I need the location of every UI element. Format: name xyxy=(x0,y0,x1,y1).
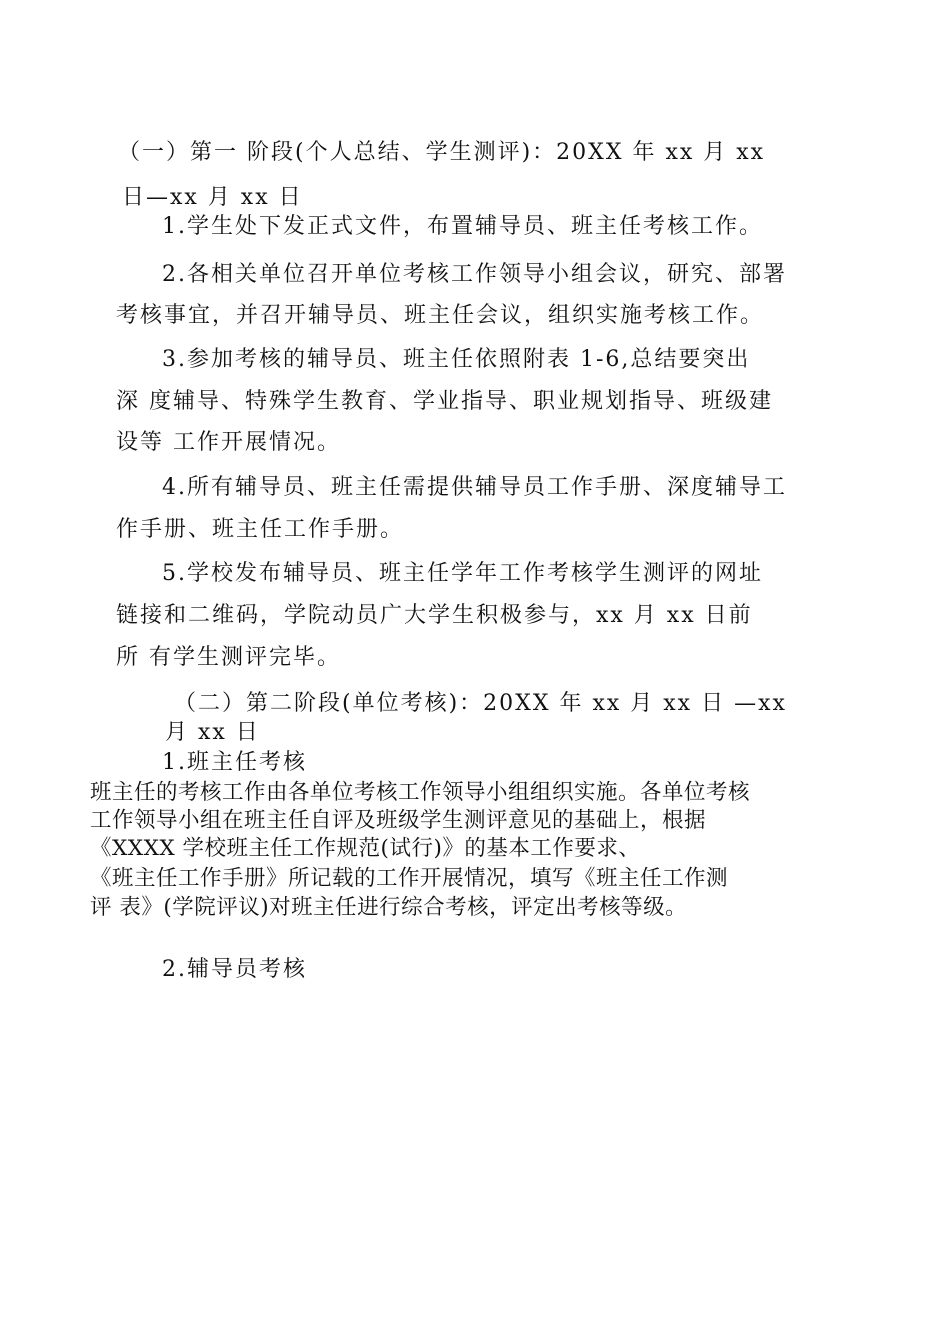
section2-sub1-body-line5: 评 表》(学院评议)对班主任进行综合考核，评定出考核等级。 xyxy=(90,895,688,920)
section2-sub2-title: 2.辅导员考核 xyxy=(162,957,307,982)
section1-item-4-line1: 4.所有辅导员、班主任需提供辅导员工作手册、深度辅导工 xyxy=(162,475,787,500)
section1-heading-line2: 日—xx 月 xx 日 xyxy=(122,185,303,210)
section2-sub1-body-line3: 《XXXX 学校班主任工作规范(试行)》的基本工作要求、 xyxy=(90,836,641,861)
section1-item-5-line1: 5.学校发布辅导员、班主任学年工作考核学生测评的网址 xyxy=(162,561,763,586)
section2-heading-line1: （二）第二阶段(单位考核)：20XX 年 xx 月 xx 日 —xx xyxy=(174,691,787,716)
section2-sub1-title: 1.班主任考核 xyxy=(162,750,307,775)
section1-item-3-line1: 3.参加考核的辅导员、班主任依照附表 1-6,总结要突出 xyxy=(162,347,751,372)
section2-heading-line2: 月 xx 日 xyxy=(165,720,260,745)
section1-item-4-line2: 作手册、班主任工作手册。 xyxy=(116,517,405,542)
section2-sub1-body-line4: 《班主任工作手册》所记载的工作开展情况，填写《班主任工作测 xyxy=(90,866,729,891)
section1-item-2-line1: 2.各相关单位召开单位考核工作领导小组会议，研究、部署 xyxy=(162,262,787,287)
section1-heading-line1: （一）第一 阶段(个人总结、学生测评)：20XX 年 xx 月 xx xyxy=(118,140,766,165)
section2-sub1-body-line1: 班主任的考核工作由各单位考核工作领导小组组织实施。各单位考核 xyxy=(90,780,751,805)
section1-item-5-line3: 所 有学生测评完毕。 xyxy=(116,645,341,670)
section2-sub1-body-line2: 工作领导小组在班主任自评及班级学生测评意见的基础上，根据 xyxy=(90,808,707,833)
section1-item-1-line1: 1.学生处下发正式文件，布置辅导员、班主任考核工作。 xyxy=(162,214,763,239)
section1-item-3-line3: 设等 工作开展情况。 xyxy=(116,430,341,455)
section1-item-5-line2: 链接和二维码，学院动员广大学生积极参与，xx 月 xx 日前 xyxy=(116,603,753,628)
section1-item-3-line2: 深 度辅导、特殊学生教育、学业指导、职业规划指导、班级建 xyxy=(116,389,773,414)
section1-item-2-line2: 考核事宜，并召开辅导员、班主任会议，组织实施考核工作。 xyxy=(116,303,765,328)
